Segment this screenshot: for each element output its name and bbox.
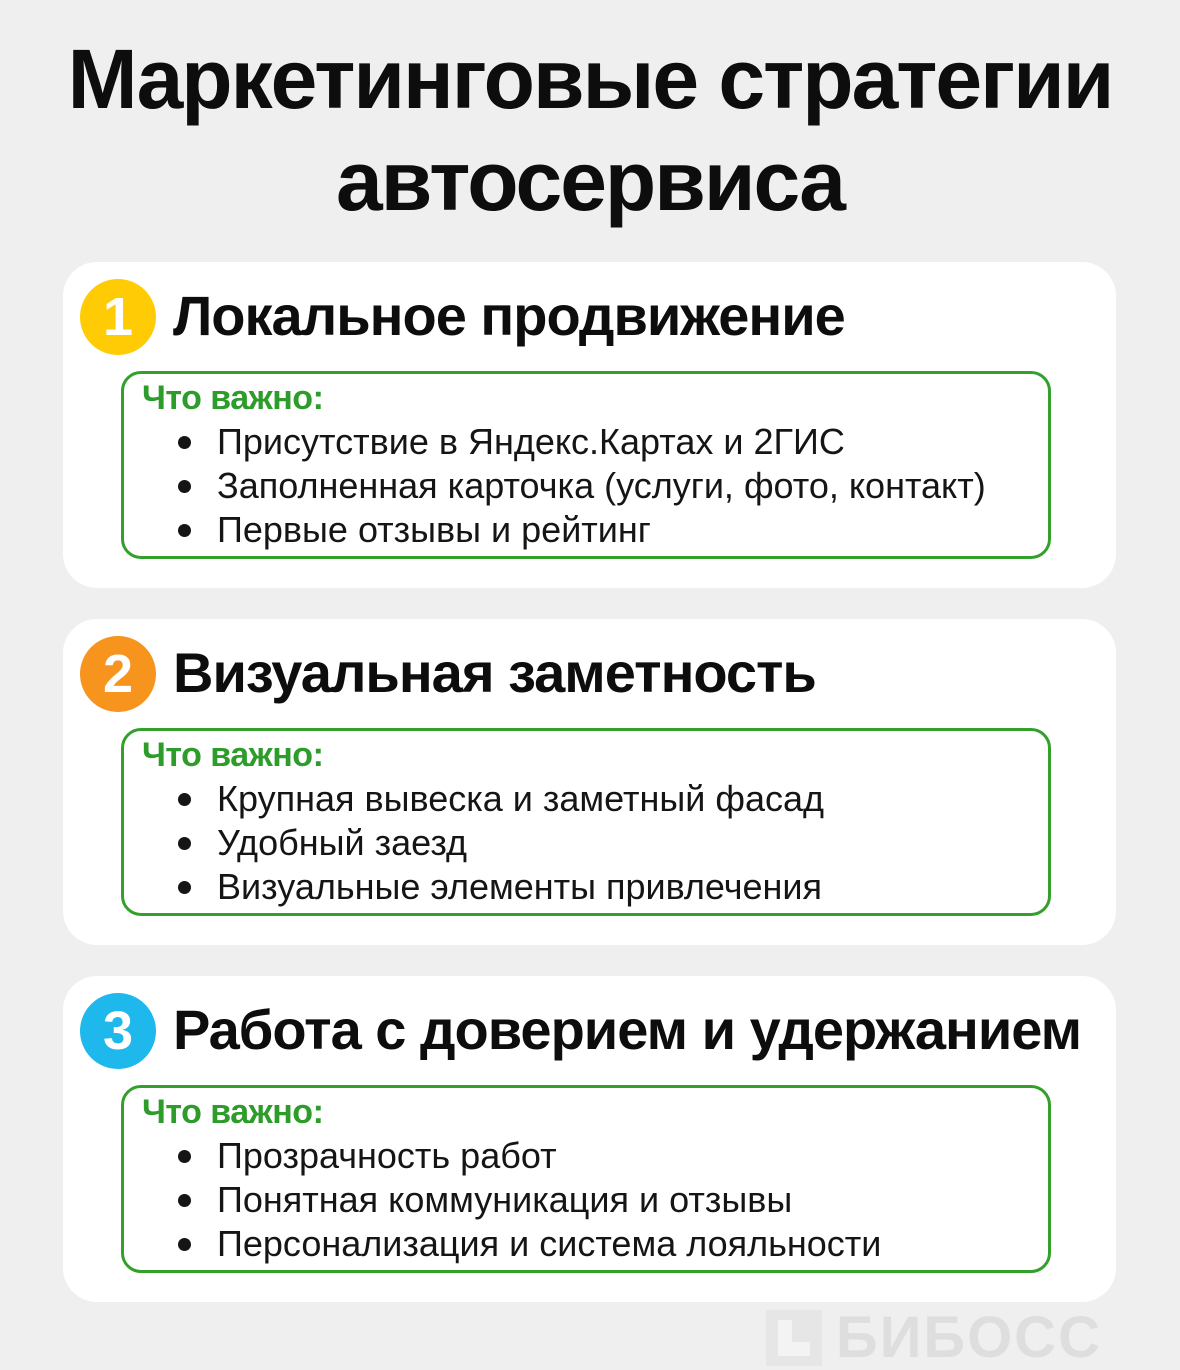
list-item	[124, 1134, 881, 1178]
list-item	[124, 777, 824, 821]
number-badge-1: 1	[80, 279, 156, 355]
bibos-logo-icon	[766, 1310, 822, 1366]
bullet-icon	[178, 1194, 191, 1207]
list-item-text: Первые отзывы и рейтинг	[217, 509, 651, 550]
important-label: Что важно:	[142, 1093, 324, 1131]
list-item	[124, 420, 986, 464]
important-box	[121, 1085, 1051, 1273]
list-item	[124, 1178, 881, 1222]
watermark-text: БИБОСС	[836, 1305, 1102, 1370]
list-item	[124, 1222, 881, 1266]
important-box	[121, 728, 1051, 916]
strategy-card-visual-visibility	[63, 619, 1116, 945]
bullet-icon	[178, 436, 191, 449]
important-label: Что важно:	[142, 379, 324, 417]
important-list	[124, 420, 986, 552]
page-title-line-1: Маркетинговые стратегии	[67, 32, 1113, 126]
strategy-card-local-promotion	[63, 262, 1116, 588]
list-item	[124, 821, 824, 865]
list-item-text: Персонализация и система лояльности	[217, 1223, 882, 1264]
list-item-text: Прозрачность работ	[217, 1135, 557, 1176]
important-box	[121, 371, 1051, 559]
strategy-card-trust-retention	[63, 976, 1116, 1302]
watermark	[766, 1305, 1102, 1370]
bullet-icon	[178, 1150, 191, 1163]
bullet-icon	[178, 524, 191, 537]
page-title-line-2: автосервиса	[336, 134, 844, 228]
list-item	[124, 865, 824, 909]
number-badge-3: 3	[80, 993, 156, 1069]
list-item-text: Удобный заезд	[217, 822, 468, 863]
bullet-icon	[178, 881, 191, 894]
list-item	[124, 508, 986, 552]
number-badge-2: 2	[80, 636, 156, 712]
list-item-text: Понятная коммуникация и отзывы	[217, 1179, 793, 1220]
important-list	[124, 777, 824, 909]
strategy-heading: Работа с доверием и удержанием	[173, 998, 1082, 1061]
strategy-heading: Локальное продвижение	[173, 284, 845, 347]
list-item	[124, 464, 986, 508]
list-item-text: Визуальные элементы привлечения	[217, 866, 823, 907]
bullet-icon	[178, 1238, 191, 1251]
list-item-text: Крупная вывеска и заметный фасад	[217, 778, 825, 819]
list-item-text: Присутствие в Яндекс.Картах и 2ГИС	[217, 421, 845, 462]
bullet-icon	[178, 793, 191, 806]
bullet-icon	[178, 837, 191, 850]
important-label: Что важно:	[142, 736, 324, 774]
bullet-icon	[178, 480, 191, 493]
strategy-heading: Визуальная заметность	[173, 641, 816, 704]
page-title	[0, 28, 1180, 232]
important-list	[124, 1134, 881, 1266]
list-item-text: Заполненная карточка (услуги, фото, контакт)	[217, 465, 986, 506]
